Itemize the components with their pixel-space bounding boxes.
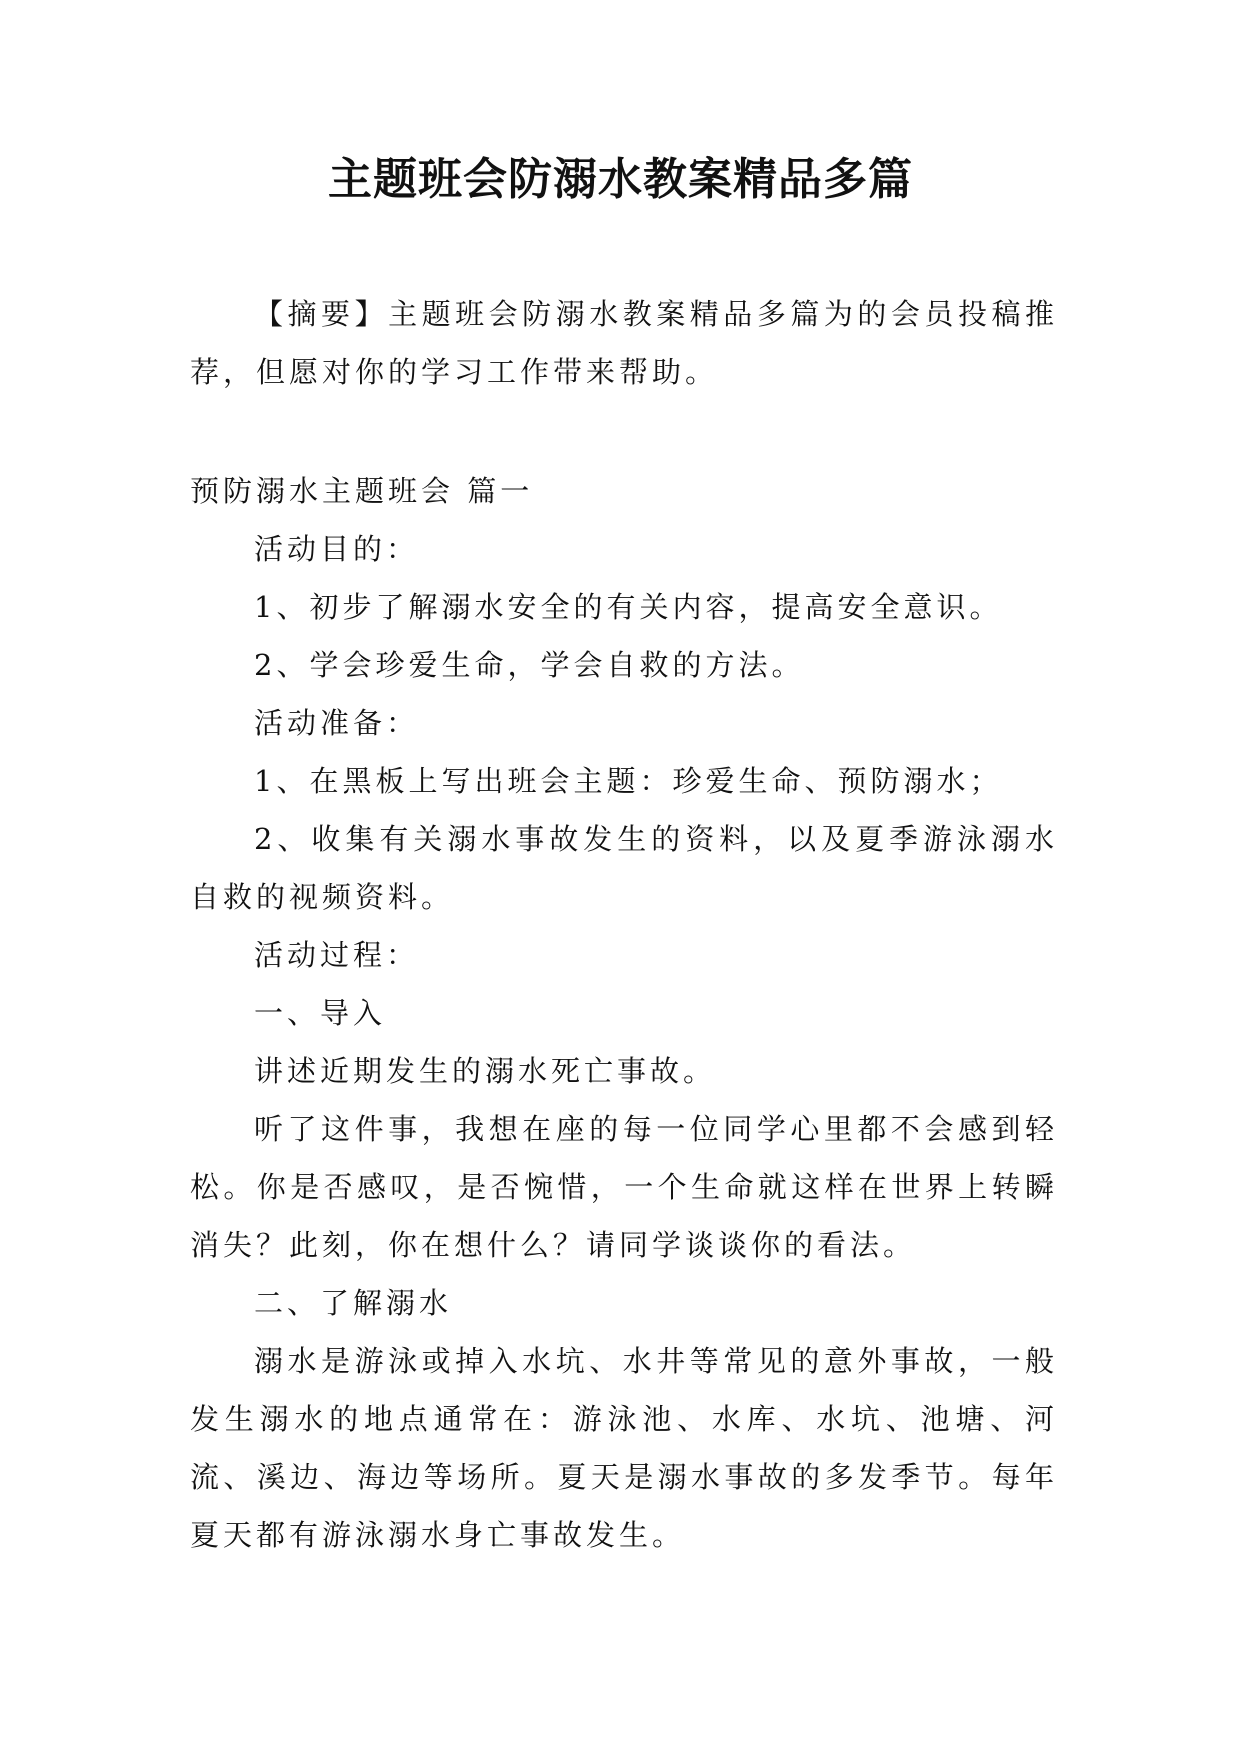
abstract-paragraph: 【摘要】主题班会防溺水教案精品多篇为的会员投稿推荐，但愿对你的学习工作带来帮助。 <box>190 297 1058 389</box>
paragraph: 讲述近期发生的溺水死亡事故。 <box>254 1054 717 1088</box>
paragraph: 听了这件事，我想在座的每一位同学心里都不会感到轻松。你是否感叹，是否惋惜，一个生命就这样在世界上转瞬消失？此刻，你在想什么？请同学谈谈你的看法。 <box>190 1112 1058 1262</box>
paragraph: 1、在黑板上写出班会主题：珍爱生命、预防溺水； <box>254 764 1003 798</box>
paragraph: 2、收集有关溺水事故发生的资料，以及夏季游泳溺水自救的视频资料。 <box>190 822 1058 914</box>
paragraph: 活动准备： <box>254 706 420 740</box>
section-body <box>190 462 1058 1564</box>
paragraph: 二、了解溺水 <box>254 1286 453 1320</box>
paragraph: 1、初步了解溺水安全的有关内容，提高安全意识。 <box>254 590 1003 624</box>
paragraph: 活动过程： <box>254 938 420 972</box>
paragraph: 活动目的： <box>254 532 420 566</box>
document-title: 主题班会防溺水教案精品多篇 <box>328 154 913 205</box>
paragraph: 溺水是游泳或掉入水坑、水井等常见的意外事故，一般发生溺水的地点通常在：游泳池、水库、水坑、池塘、河流、溪边、海边等场所。夏天是溺水事故的多发季节。每年夏天都有游泳溺水身亡事故发生。 <box>190 1344 1058 1552</box>
paragraph: 一、导入 <box>254 996 387 1030</box>
paragraph: 2、学会珍爱生命，学会自救的方法。 <box>254 648 805 682</box>
section-heading: 预防溺水主题班会 篇一 <box>190 474 534 508</box>
